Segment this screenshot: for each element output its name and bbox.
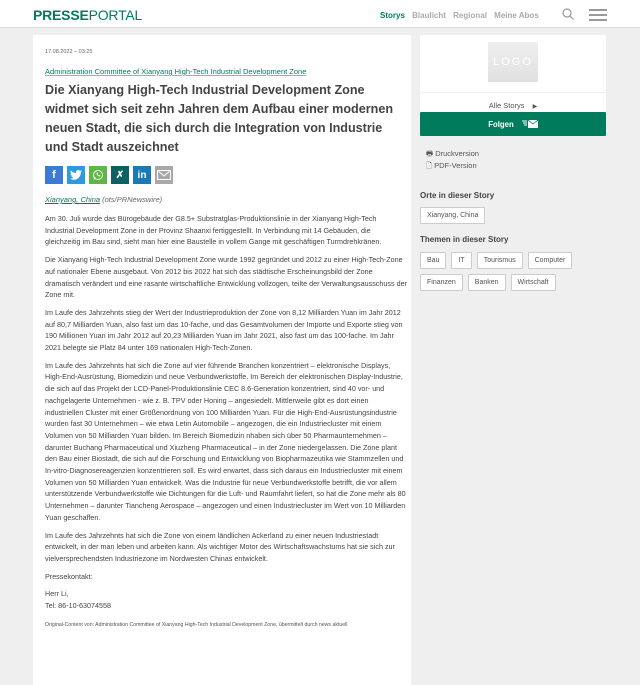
caret-right-icon: ▶ [532,104,538,110]
document-icon: 🗋 [426,161,433,170]
publisher-card [420,35,606,135]
presseportal-logo[interactable] [33,7,142,23]
topic-tag[interactable]: Finanzen [420,274,463,291]
twitter-share-icon[interactable] [67,166,85,184]
topics-title: Themen in dieser Story [420,235,509,244]
sidebar [420,35,606,286]
paragraph: Am 30. Juli wurde das Bürogebäude der G8.5+ Substratglas-Produktionslinie in der Xianyang High-Tech Industrial Development Zone in der Provinz Shaanxi fertiggestellt. In Verbindung mit 14 Gebäuden, die gleichzeitig im Bau sind, sieht man hier eine Baustelle in vollem Gange mit geschäftigen Turmdrehkränen. [45,214,382,247]
article-body [45,213,407,632]
follow-button[interactable] [420,112,606,136]
facebook-share-icon[interactable]: f [45,166,63,184]
all-stories-label: Alle Storys [488,101,525,110]
search-icon[interactable] [562,8,574,20]
article-date: 17.08.2022 – 03:25 [45,49,93,55]
location-link[interactable]: Xianyang, China [45,195,101,204]
article-headline: Die Xianyang High-Tech Industrial Development Zone widmet sich seit zehn Jahren dem Aufbau einer modernen neuen Stadt, die sich durch die Integration von Industrie und Stadt auszeichnet [45,83,394,154]
publisher-link[interactable]: Administration Committee of Xianyang High-Tech Industrial Development Zone [45,67,307,76]
contact-name: Herr Li, [45,589,69,599]
envelope-icon [522,120,538,128]
topic-tag[interactable]: Computer [528,252,573,269]
article-card [33,35,411,685]
topic-tag[interactable]: IT [451,252,471,269]
paragraph: Im Laufe des Jahrzehnts hat sich die Zone von einem ländlichen Ackerland zu einer neuen Industriestadt entwickelt, in der man leben und arbeiten kann. Als wichtiger Motor des Wirtschaftswachstums hat sie sich zur vielversprechendsten Industriezone im Nordwesten Chinas entwickelt. [45,530,395,563]
nav-meine-abos[interactable]: Meine Abos [494,11,539,20]
byline [45,195,162,204]
original-content-note: Original-Content von: Administration Committee of Xianyang High-Tech Industrial Development Zone, übermittelt durch news aktuell [45,621,348,628]
pdf-version-link[interactable] [426,160,479,172]
places-tags [420,207,606,224]
printer-icon: 🖶 [426,149,434,158]
topic-tag[interactable]: Tourismus [477,252,523,269]
nav-regional[interactable]: Regional [453,11,487,20]
whatsapp-share-icon[interactable] [89,166,107,184]
pdf-label: PDF-Version [434,161,477,170]
print-version-link[interactable] [426,148,479,160]
nav-blaulicht[interactable]: Blaulicht [412,11,446,20]
paragraph: Im Laufe des Jahrzehnts stieg der Wert der Industrieproduktion der Zone von 8,12 Milliarden Yuan im Jahr 2012 auf 80,7 Milliarden Yuan, also fast um das 10-fache, und das Gesamtvolumen der Importe und Exporte stieg von 190 Millionen Yuan im Jahr 2012 auf 20,23 Milliarden Yuan im Jahr 2021, also fast um das 100-fache. Im Jahr 2021 belegte sie Platz 84 unter 169 nationalen High-Tech-Zonen. [45,307,403,353]
contact-tel: Tel: 86-10-63074558 [45,601,111,611]
paragraph: Die Xianyang High-Tech Industrial Development Zone wurde 1992 gegründet und 2012 zu einer High-Tech-Zone auf nationaler Ebene ausgebaut. Von 2012 bis 2022 hat sich das städtische Erscheinungsbild der Zone dramatisch verändert und eine rasante wirtschaftliche Entwicklung vollzogen, teilte der Verwaltungsausschuss der Zone mit. [45,255,407,300]
paragraph: Im Laufe des Jahrzehnts hat sich die Zone auf vier führende Branchen konzentriert – elektronische Displays, High-End-Ausrüstung, Biomedizin und neue Verbundwerkstoffe. Im Bereich der elektronischen Display-Industrie, die sich auf das Projekt der LCD-Panel-Produktionslinie CEC 8.6-Generation konzentriert, sind 40 vor- und nachgelagerte Unternehmen - wie z. B. TPV oder Honing – angesiedelt. Mittlerweile gibt es dort einen industriellen Cluster mit einer Größenordnung von 100 Milliarden Yuan. Für die High-End-Ausrüstungsindustrie wurden fast 30 Unternehmen – wie etwa Letin Automobile – angezogen, die ein Industriecluster mit einem Volumen von 50 Milliarden Yuan bilden. Im Bereich Biomedizin nhaben sich über 50 Pharmaunternehmen – darunter Buchang Pharmaceutical und Xiuzheng Pharmaceutical – in der Zone niedergelassen. Die Zone plant den Bau einer Biostadt, die sich auf die Forschung und Entwicklung von Biopharmazeutika wie Stammzellen und In-vitro-Diagnosereagenzien konzentrieren soll. Es wird erwartet, dass sich daraus ein Industriecluster mit einem Volumen von 50 Milliarden Yuan entwickelt. Was die Industrie für neue Verbundwerkstoffe betrifft, die vor allem unterstützende Verbundwerkstoffe wie Dichtungen für die Luft- und Raumfahrt liefert, so hat die Zone mehr als 80 Unternehmen – darunter Tiancheng Aerospace – angezogen und einen Industriecluster im Wert von 10 Milliarden Yuan geschaffen. [45,360,406,522]
topic-tag[interactable]: Wirtschaft [511,274,556,291]
all-stories-link[interactable] [420,92,606,110]
topic-tag[interactable]: Banken [468,274,506,291]
nav-storys[interactable]: Storys [380,11,405,20]
topic-tag[interactable]: Bau [420,252,446,269]
main-nav [380,11,544,20]
publisher-logo-placeholder: LOGO [488,42,538,82]
print-label: Druckversion [435,149,479,158]
topics-tags [420,252,606,291]
email-share-icon[interactable] [155,166,173,184]
xing-share-icon[interactable]: ✗ [111,166,129,184]
share-buttons [45,166,173,184]
top-bar [0,0,640,28]
source-label: (ots/PRNewswire) [102,195,163,204]
logo-bold: PRESSE [33,7,89,23]
press-contact-label: Pressekontakt: [45,571,93,581]
linkedin-share-icon[interactable]: in [133,166,151,184]
hamburger-menu-icon[interactable] [589,9,607,21]
export-links [426,148,479,172]
logo-light: PORTAL [88,7,143,23]
places-title: Orte in dieser Story [420,191,495,200]
place-tag[interactable]: Xianyang, China [420,207,485,224]
follow-label: Folgen [488,119,514,129]
